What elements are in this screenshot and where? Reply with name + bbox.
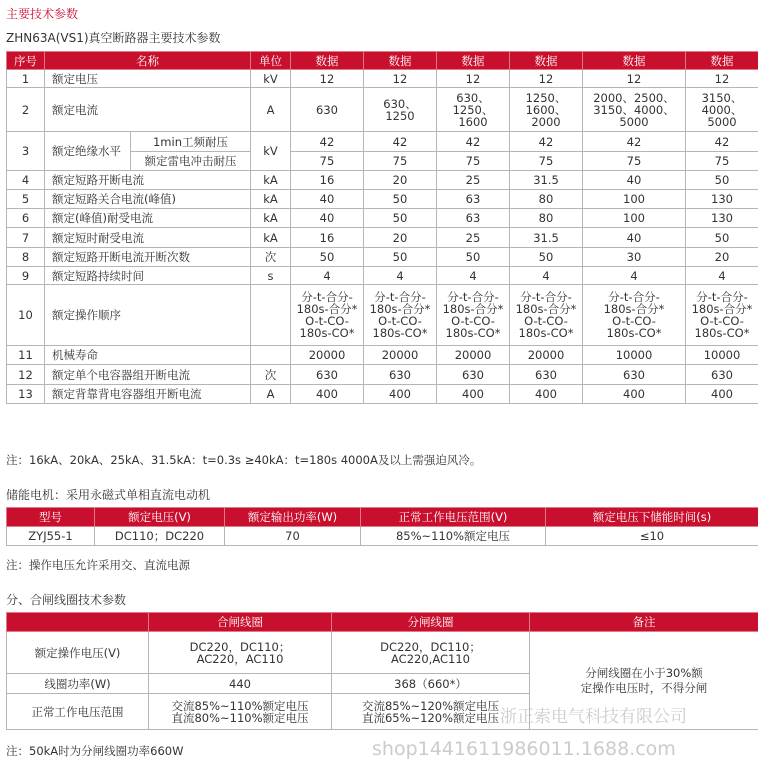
data-value: 4 <box>510 267 583 285</box>
data-value: 63 <box>437 190 510 209</box>
motor-header-range: 正常工作电压范围(V) <box>361 508 546 527</box>
table-row <box>7 190 758 209</box>
param-unit <box>251 346 291 365</box>
cell-line: 1250 <box>385 108 415 123</box>
cell-line: 630、 <box>456 90 490 105</box>
coil-close-power: 440 <box>149 674 332 694</box>
cell-line: 1600 <box>458 114 488 129</box>
data-value: 63 <box>437 209 510 228</box>
cell-line: 180s-合分* <box>691 302 753 316</box>
table-row <box>7 228 758 248</box>
coil-label-range: 正常工作电压范围 <box>7 694 149 730</box>
data-value: 40 <box>291 209 364 228</box>
data-value: 16 <box>291 228 364 248</box>
cell-line: 180s-CO* <box>299 326 355 340</box>
data-value: 12 <box>583 70 686 88</box>
coil-close-voltage <box>149 632 332 674</box>
data-value: 40 <box>291 190 364 209</box>
data-value: 80 <box>510 190 583 209</box>
data-value: 20 <box>364 171 437 190</box>
coil-open-power: 368（660*） <box>332 674 530 694</box>
cell-line: 分-t-合分- <box>608 290 660 304</box>
data-value: 10000 <box>686 346 758 365</box>
note-power-supply: 注：操作电压允许采用交、直流电源 <box>6 558 190 572</box>
header-unit: 单位 <box>251 52 291 70</box>
data-value: 20000 <box>510 346 583 365</box>
data-value <box>291 285 364 346</box>
param-name: 额定背靠背电容器组开断电流 <box>45 385 251 404</box>
data-value: 630 <box>291 365 364 385</box>
data-value: 50 <box>510 248 583 267</box>
motor-header-time: 额定电压下储能时间(s) <box>546 508 758 527</box>
param-unit: kV <box>251 70 291 88</box>
data-value <box>583 88 686 132</box>
row-number: 13 <box>7 385 45 404</box>
param-unit: 次 <box>251 248 291 267</box>
table-row <box>7 248 758 267</box>
data-value <box>437 88 510 132</box>
param-unit: kA <box>251 190 291 209</box>
data-value: 630 <box>437 365 510 385</box>
row-number: 10 <box>7 285 45 346</box>
motor-header-model: 型号 <box>7 508 95 527</box>
table-row <box>7 171 758 190</box>
header-data: 数据 <box>437 52 510 70</box>
cell-line: 180s-合分* <box>296 302 358 316</box>
data-value: 42 <box>364 132 437 152</box>
motor-table <box>6 507 758 546</box>
header-data: 数据 <box>510 52 583 70</box>
data-value: 20000 <box>291 346 364 365</box>
table-row <box>7 346 758 365</box>
cell-line: 交流85%~120%额定电压 <box>361 698 500 713</box>
data-value <box>510 285 583 346</box>
data-value: 42 <box>437 132 510 152</box>
cell-line: 分闸线圈在小于30%额 <box>585 665 703 680</box>
data-value <box>364 285 437 346</box>
main-table-header <box>7 52 758 70</box>
header-data: 数据 <box>686 52 758 70</box>
cell-line: 分-t-合分- <box>447 290 499 304</box>
motor-header-power: 额定输出功率(W) <box>225 508 361 527</box>
param-unit: 次 <box>251 365 291 385</box>
data-value: 630 <box>583 365 686 385</box>
data-value: 16 <box>291 171 364 190</box>
coil-title: 分、合闸线圈技术参数 <box>6 593 127 607</box>
coil-open-voltage <box>332 632 530 674</box>
motor-voltage: DC110；DC220 <box>95 527 225 546</box>
row-number: 1 <box>7 70 45 88</box>
data-value: 630 <box>510 365 583 385</box>
data-value: 40 <box>583 171 686 190</box>
coil-header-blank <box>7 613 149 632</box>
data-value: 400 <box>583 385 686 404</box>
param-unit: kA <box>251 228 291 248</box>
data-value: 75 <box>510 152 583 171</box>
data-value: 4 <box>686 267 758 285</box>
motor-title: 储能电机：采用永磁式单相直流电动机 <box>6 488 211 502</box>
param-name: 额定短路持续时间 <box>45 267 251 285</box>
coil-header-open: 分闸线圈 <box>332 613 530 632</box>
data-value: 4 <box>583 267 686 285</box>
cell-line: 直流65%~120%额定电压 <box>361 710 500 725</box>
cell-line: 180s-合分* <box>369 302 431 316</box>
param-name: 额定短时耐受电流 <box>45 228 251 248</box>
data-value: 42 <box>583 132 686 152</box>
row-number: 12 <box>7 365 45 385</box>
data-value: 630 <box>364 365 437 385</box>
data-value: 400 <box>437 385 510 404</box>
row-number: 3 <box>7 132 45 171</box>
table-row <box>7 365 758 385</box>
data-value: 42 <box>291 132 364 152</box>
data-value: 100 <box>583 190 686 209</box>
coil-close-range <box>149 694 332 730</box>
table-row <box>7 527 758 546</box>
row-number: 4 <box>7 171 45 190</box>
motor-time: ≤10 <box>546 527 758 546</box>
param-unit: kA <box>251 171 291 190</box>
param-name: 额定电流 <box>45 88 251 132</box>
data-value: 42 <box>510 132 583 152</box>
cell-line: DC220，DC110； <box>189 639 291 654</box>
cell-line: 180s-CO* <box>606 326 662 340</box>
coil-label-voltage: 额定操作电压(V) <box>7 632 149 674</box>
data-value: 75 <box>364 152 437 171</box>
cell-line: 2000 <box>531 114 561 129</box>
cell-line: 2000、2500、 <box>593 90 675 105</box>
row-number: 11 <box>7 346 45 365</box>
section-heading: 主要技术参数 <box>6 7 79 21</box>
param-subname: 额定雷电冲击耐压 <box>131 152 251 171</box>
data-value: 75 <box>437 152 510 171</box>
header-data: 数据 <box>291 52 364 70</box>
table-row <box>7 70 758 88</box>
row-number: 9 <box>7 267 45 285</box>
note-breaking-current: 注：16kA、20kA、25kA、31.5kA：t=0.3s ≥40kA：t=180s 4000A及以上需强迫风冷。 <box>6 453 482 467</box>
table-row <box>7 285 758 346</box>
motor-power: 70 <box>225 527 361 546</box>
watermark-company: 浙正索电气科技有限公司 <box>500 707 687 727</box>
note-coil-power: 注：50kA时为分闸线圈功率660W <box>6 744 184 758</box>
data-value: 400 <box>510 385 583 404</box>
data-value: 31.5 <box>510 171 583 190</box>
data-value: 100 <box>583 209 686 228</box>
row-number: 8 <box>7 248 45 267</box>
param-name: 额定短路开断电流开断次数 <box>45 248 251 267</box>
data-value: 12 <box>686 70 758 88</box>
data-value: 12 <box>510 70 583 88</box>
cell-line: 分-t-合分- <box>374 290 426 304</box>
coil-label-power: 线圈功率(W) <box>7 674 149 694</box>
data-value: 25 <box>437 171 510 190</box>
data-value: 50 <box>686 228 758 248</box>
param-name: 额定短路开断电流 <box>45 171 251 190</box>
data-value <box>437 285 510 346</box>
watermark-shop-url: shop1441611986011.1688.com <box>372 738 676 760</box>
table-row <box>7 267 758 285</box>
data-value: 50 <box>291 248 364 267</box>
cell-line: 180s-合分* <box>603 302 665 316</box>
data-value: 80 <box>510 209 583 228</box>
param-unit: s <box>251 267 291 285</box>
cell-line: 3150、 <box>701 90 743 105</box>
data-value: 50 <box>364 209 437 228</box>
data-value: 42 <box>686 132 758 152</box>
cell-line: 分-t-合分- <box>301 290 353 304</box>
data-value: 30 <box>583 248 686 267</box>
motor-model: ZYJ55-1 <box>7 527 95 546</box>
param-name: 机械寿命 <box>45 346 251 365</box>
data-value: 75 <box>583 152 686 171</box>
cell-line: 1250、 <box>525 90 567 105</box>
row-number: 6 <box>7 209 45 228</box>
cell-line: 1600、 <box>525 102 567 117</box>
main-spec-table <box>6 51 758 404</box>
row-number: 2 <box>7 88 45 132</box>
cell-line: 180s-合分* <box>442 302 504 316</box>
param-name: 额定电压 <box>45 70 251 88</box>
cell-line: 3150、4000、 <box>593 102 675 117</box>
data-value: 50 <box>364 248 437 267</box>
cell-line: 180s-CO* <box>518 326 574 340</box>
cell-line: AC220,AC110 <box>391 651 470 666</box>
cell-line: 1250、 <box>452 102 494 117</box>
param-name: 额定短路关合电流(峰值) <box>45 190 251 209</box>
param-unit: kA <box>251 209 291 228</box>
cell-line: 5000 <box>619 114 649 129</box>
motor-range: 85%~110%额定电压 <box>361 527 546 546</box>
cell-line: 5000 <box>707 114 737 129</box>
cell-line: 直流80%~110%额定电压 <box>171 710 309 725</box>
cell-line: 4000、 <box>701 102 743 117</box>
data-value: 20 <box>686 248 758 267</box>
data-value: 75 <box>291 152 364 171</box>
data-value: 12 <box>437 70 510 88</box>
cell-line: 分-t-合分- <box>520 290 572 304</box>
data-value: 630 <box>686 365 758 385</box>
main-table-title: ZHN63A(VS1)真空断路器主要技术参数 <box>6 31 221 45</box>
header-data: 数据 <box>364 52 437 70</box>
coil-header-remark: 备注 <box>530 613 758 632</box>
data-value: 12 <box>364 70 437 88</box>
data-value <box>364 88 437 132</box>
data-value: 20000 <box>437 346 510 365</box>
cell-line: 定操作电压时，不得分闸 <box>580 680 708 695</box>
data-value: 400 <box>291 385 364 404</box>
param-unit: A <box>251 385 291 404</box>
param-unit: kV <box>251 132 291 171</box>
row-number: 5 <box>7 190 45 209</box>
header-name: 名称 <box>45 52 251 70</box>
cell-line: O-t-CO- <box>700 314 744 328</box>
table-row <box>7 632 758 674</box>
cell-line: O-t-CO- <box>305 314 349 328</box>
data-value: 20 <box>364 228 437 248</box>
data-value: 4 <box>364 267 437 285</box>
data-value: 20000 <box>364 346 437 365</box>
cell-line: 180s-CO* <box>372 326 428 340</box>
param-unit <box>251 285 291 346</box>
motor-header-voltage: 额定电压(V) <box>95 508 225 527</box>
cell-line: 180s-合分* <box>515 302 577 316</box>
table-row <box>7 132 758 152</box>
data-value: 4 <box>291 267 364 285</box>
coil-header-close: 合闸线圈 <box>149 613 332 632</box>
header-data: 数据 <box>583 52 686 70</box>
data-value: 75 <box>686 152 758 171</box>
param-name: 额定绝缘水平 <box>45 132 131 171</box>
data-value: 4 <box>437 267 510 285</box>
cell-line: 交流85%~110%额定电压 <box>171 698 309 713</box>
param-name: 额定(峰值)耐受电流 <box>45 209 251 228</box>
data-value: 10000 <box>583 346 686 365</box>
cell-line: O-t-CO- <box>612 314 656 328</box>
cell-line: AC220，AC110 <box>196 651 284 666</box>
cell-line: 630、 <box>383 96 417 111</box>
data-value: 130 <box>686 190 758 209</box>
table-row <box>7 88 758 132</box>
data-value: 40 <box>583 228 686 248</box>
param-unit: A <box>251 88 291 132</box>
cell-line: O-t-CO- <box>378 314 422 328</box>
table-row <box>7 385 758 404</box>
param-subname: 1min工频耐压 <box>131 132 251 152</box>
cell-line: DC220，DC110； <box>380 639 481 654</box>
cell-line: O-t-CO- <box>524 314 568 328</box>
data-value <box>510 88 583 132</box>
data-value: 400 <box>364 385 437 404</box>
data-value: 12 <box>291 70 364 88</box>
cell-line: 180s-CO* <box>694 326 750 340</box>
data-value <box>583 285 686 346</box>
param-name: 额定单个电容器组开断电流 <box>45 365 251 385</box>
data-value: 130 <box>686 209 758 228</box>
data-value: 50 <box>686 171 758 190</box>
row-number: 7 <box>7 228 45 248</box>
header-no: 序号 <box>7 52 45 70</box>
data-value <box>686 285 758 346</box>
data-value: 31.5 <box>510 228 583 248</box>
cell-line: 分-t-合分- <box>696 290 748 304</box>
data-value: 630 <box>291 88 364 132</box>
data-value: 25 <box>437 228 510 248</box>
data-value <box>686 88 758 132</box>
data-value: 50 <box>364 190 437 209</box>
cell-line: O-t-CO- <box>451 314 495 328</box>
data-value: 50 <box>437 248 510 267</box>
data-value: 400 <box>686 385 758 404</box>
table-row <box>7 209 758 228</box>
param-name: 额定操作顺序 <box>45 285 251 346</box>
cell-line: 180s-CO* <box>445 326 501 340</box>
